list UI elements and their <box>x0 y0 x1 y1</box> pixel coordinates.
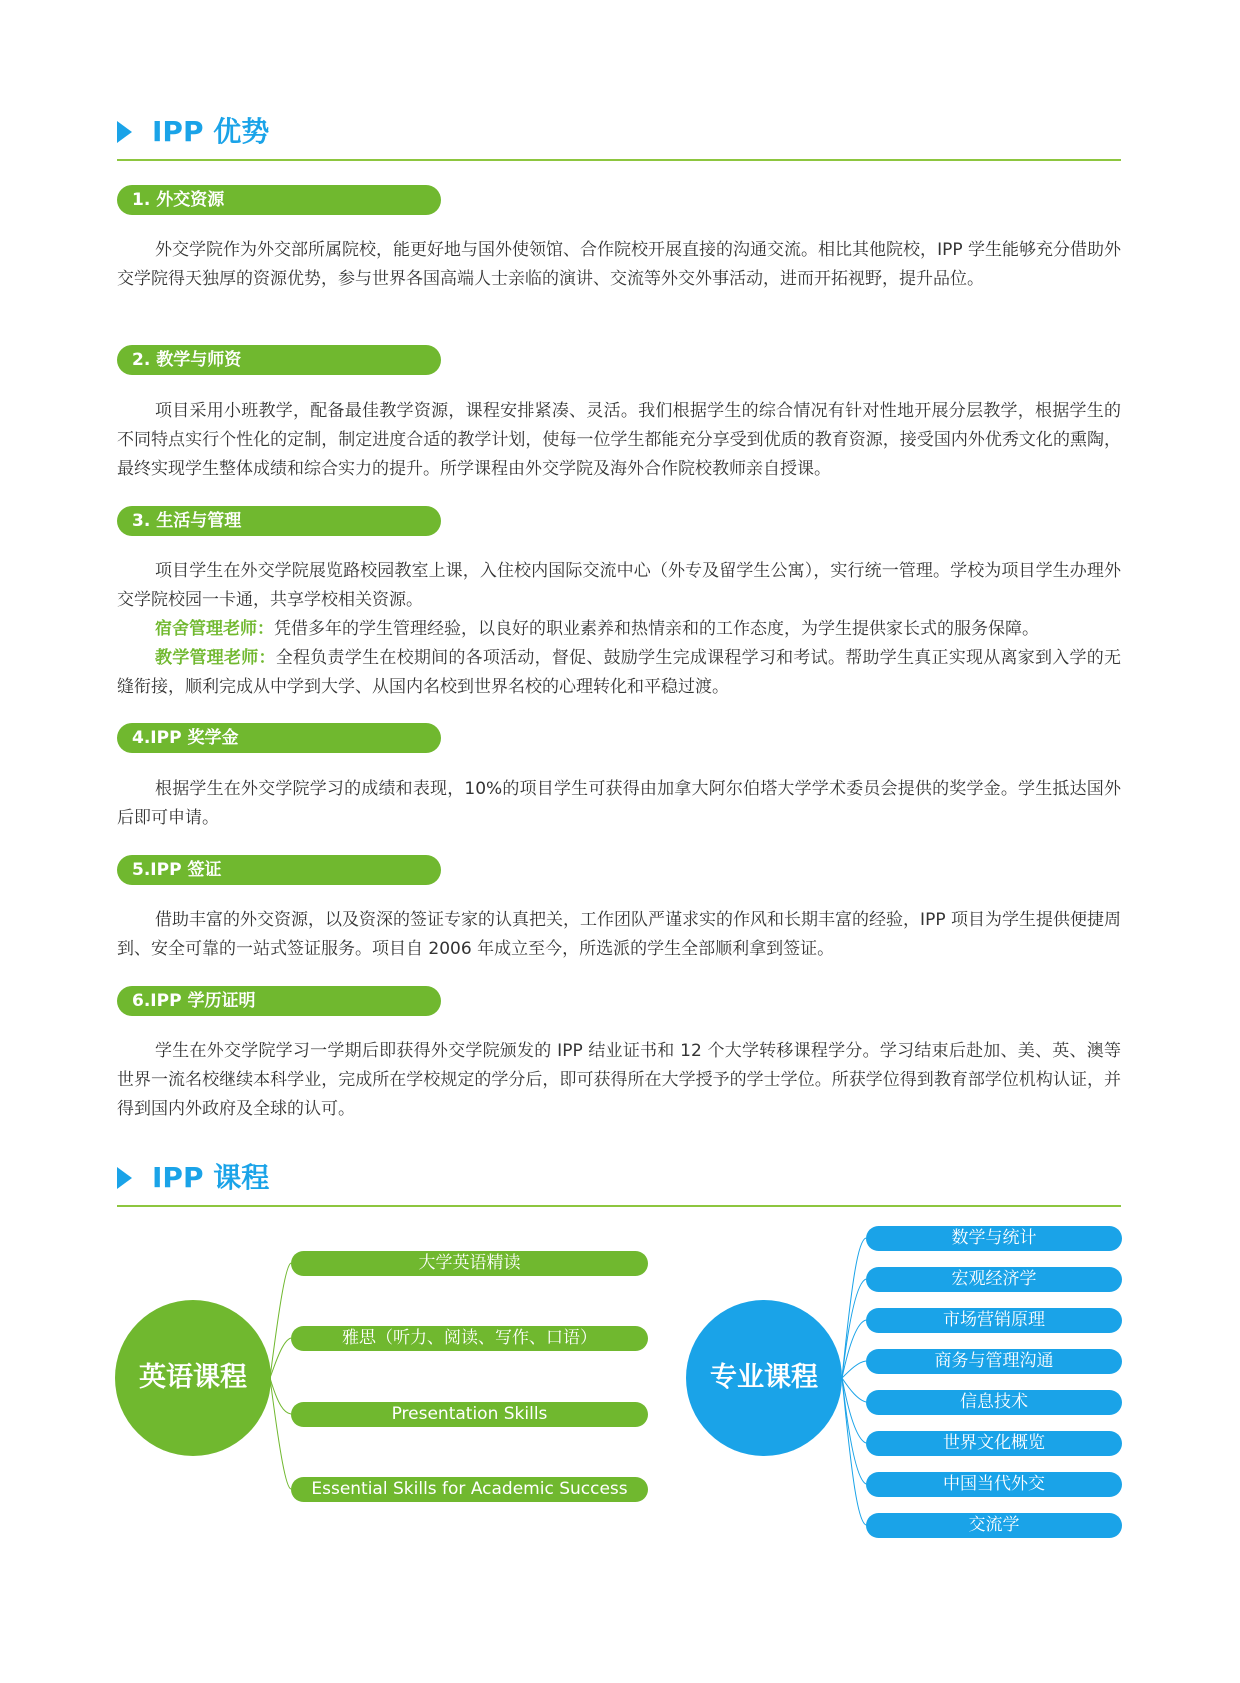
major-course-item: 数学与统计 <box>866 1226 1122 1251</box>
major-course-item: 世界文化概览 <box>866 1431 1122 1456</box>
section-pill-degree: 6.IPP 学历证明 <box>117 986 441 1016</box>
english-course-item: 雅思（听力、阅读、写作、口语） <box>291 1326 648 1351</box>
courses-title: IPP 课程 <box>152 1161 270 1194</box>
english-connector <box>270 1378 291 1414</box>
major-course-item: 信息技术 <box>866 1390 1122 1415</box>
section-pill-life: 3. 生活与管理 <box>117 506 441 536</box>
teaching-manager-text: 全程负责学生在校期间的各项活动，督促、鼓励学生完成课程学习和考试。帮助学生真正实现从离家到入学的无缝衔接，顺利完成从中学到大学、从国内名校到世界名校的心理转化和平稳过渡。 <box>117 648 1122 697</box>
scholarship-paragraph: 根据学生在外交学院学习的成绩和表现，10%的项目学生可获得由加拿大阿尔伯塔大学学术委员会提供的奖学金。学生抵达国外后即可申请。 <box>117 779 1121 828</box>
major-connector <box>842 1378 866 1402</box>
major-courses-circle: 专业课程 <box>686 1300 842 1456</box>
major-course-item: 中国当代外交 <box>866 1472 1122 1497</box>
dorm-manager-label: 宿舍管理老师： <box>155 619 274 639</box>
teaching-paragraph: 项目采用小班教学，配备最佳教学资源，课程安排紧凑、灵活。我们根据学生的综合情况有针对性地开展分层教学，根据学生的不同特点实行个性化的定制，制定进度合适的教学计划，使每一位学生都能充分享受到优质的教育资源，接受国内外优秀文化的熏陶，最终实现学生整体成绩和综合实力的提升。所学课程由外交学院及海外合作院校教师亲自授课。 <box>117 401 1121 479</box>
english-connector <box>270 1338 291 1378</box>
section-pill-visa: 5.IPP 签证 <box>117 855 441 885</box>
english-connector <box>270 1378 291 1489</box>
english-course-item: 大学英语精读 <box>291 1251 648 1276</box>
section-pill-scholarship: 4.IPP 奖学金 <box>117 723 441 753</box>
major-course-item: 宏观经济学 <box>866 1267 1122 1292</box>
major-course-item: 市场营销原理 <box>866 1308 1122 1333</box>
advantages-title: IPP 优势 <box>152 115 270 148</box>
english-connector <box>270 1263 291 1378</box>
major-course-item: 商务与管理沟通 <box>866 1349 1122 1374</box>
teaching-manager-label: 教学管理老师： <box>155 648 276 668</box>
english-course-item: Essential Skills for Academic Success <box>291 1477 648 1502</box>
major-connector <box>842 1238 866 1378</box>
life-paragraph: 项目学生在外交学院展览路校园教室上课，入住校内国际交流中心（外专及留学生公寓），实行统一管理。学校为项目学生办理外交学院校园一卡通，共享学校相关资源。 <box>117 561 1121 610</box>
section-pill-resources: 1. 外交资源 <box>117 185 441 215</box>
dorm-manager-text: 凭借多年的学生管理经验，以良好的职业素养和热情亲和的工作态度，为学生提供家长式的服务保障。 <box>274 619 1039 639</box>
section-pill-teaching: 2. 教学与师资 <box>117 345 441 375</box>
resources-paragraph: 外交学院作为外交部所属院校，能更好地与国外使领馆、合作院校开展直接的沟通交流。相比其他院校，IPP 学生能够充分借助外交学院得天独厚的资源优势，参与世界各国高端人士亲临的演讲、交流等外交外事活动，进而开拓视野，提升品位。 <box>117 240 1121 289</box>
english-course-item: Presentation Skills <box>291 1402 648 1427</box>
english-courses-circle: 英语课程 <box>115 1300 271 1456</box>
visa-paragraph: 借助丰富的外交资源，以及资深的签证专家的认真把关，工作团队严谨求实的作风和长期丰富的经验，IPP 项目为学生提供便捷周到、安全可靠的一站式签证服务。项目自 2006 年成立至今，所选派的学生全部顺利拿到签证。 <box>117 910 1121 959</box>
major-course-item: 交流学 <box>866 1513 1122 1538</box>
degree-paragraph: 学生在外交学院学习一学期后即获得外交学院颁发的 IPP 结业证书和 12 个大学转移课程学分。学习结束后赴加、美、英、澳等世界一流名校继续本科学业，完成所在学校规定的学分后，即可获得所在大学授予的学士学位。所获学位得到教育部学位机构认证，并得到国内外政府及全球的认可。 <box>117 1041 1121 1119</box>
